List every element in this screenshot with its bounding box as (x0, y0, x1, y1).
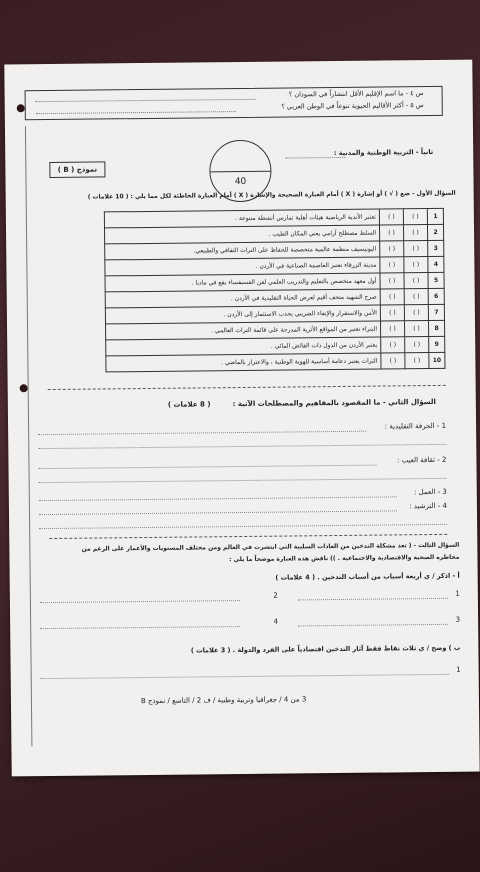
q1-statement: التراث يعتبر دعامة أساسية للهوية الوطنية ، والاعتزاز بالماضي . (106, 353, 381, 372)
top-questions-box (25, 86, 443, 120)
q1-row-number: 9 (429, 336, 445, 352)
q1-answer-box[interactable]: ( ) (404, 257, 428, 273)
q1-answer-box[interactable]: ( ) (381, 337, 405, 353)
q3-num-3: 3 (455, 615, 461, 624)
q3-num-1: 1 (455, 589, 460, 598)
q1-statement: صرح الشهيد متحف أقيم لعرض الحياة التقليدية في الأردن . (105, 289, 380, 308)
q3-num-2: 2 (273, 591, 278, 600)
q1-answer-box[interactable]: ( ) (405, 353, 429, 369)
q1-answer-box[interactable]: ( ) (379, 209, 403, 225)
q1-answer-box[interactable]: ( ) (405, 337, 429, 353)
q1-row-number: 8 (428, 320, 444, 336)
q2-term-3: 3 - العمل : (413, 487, 447, 497)
q1-answer-box[interactable]: ( ) (380, 305, 404, 321)
section-title: ثانياً - التربية الوطنية والمدنية : (333, 147, 434, 158)
q1-answer-box[interactable]: ( ) (380, 321, 404, 337)
q1-answer-box[interactable]: ( ) (404, 241, 428, 257)
q1-answer-box[interactable]: ( ) (381, 353, 405, 369)
q3-num-4: 4 (273, 617, 279, 626)
q2-term-2: 2 - ثقافة العيب : (396, 455, 447, 465)
question-5: س ٥ - أكثر الأقاليم الحيوية تنوعاً في الوطن العربي ؟ (281, 101, 424, 111)
q2-term-4: 4 - الترشيد : (409, 501, 447, 511)
q2-marks: ( 8 علامات ) (167, 400, 211, 409)
q1-row-number: 10 (429, 352, 445, 368)
page-footer: 3 من 4 / جغرافيا وتربية وطنية / ف 2 / التاسع / نموذج B (140, 695, 307, 706)
q1-answer-box[interactable]: ( ) (380, 257, 404, 273)
q1-row-number: 4 (428, 256, 444, 272)
q1-row-number: 2 (427, 224, 443, 240)
exam-paper (4, 60, 479, 777)
punch-hole (20, 384, 28, 392)
answer-line (36, 99, 256, 102)
q3-prompt-2: مخاطره الصحية والاقتصادية والاجتماعية . )) ناقش هذه العبارة موضحاً ما يلي : (229, 553, 460, 564)
q1-statement: تعتبر الأندية الرياضية هيئات أهلية تمارس أنشطة متنوعة . (104, 209, 379, 228)
q1-row-number: 5 (428, 272, 444, 288)
q2-term-1: 1 - الحرفة التقليدية : (384, 421, 447, 431)
q1-statement: يعتبر الأردن من الدول ذات الفائض المائي . (106, 337, 381, 356)
punch-hole (17, 104, 25, 112)
q1-row-number: 6 (428, 288, 444, 304)
q3-part-a: أ - اذكر / ي أربعة أسباب من أسباب التدخين . ( 4 علامات ) (275, 571, 460, 582)
q1-answer-box[interactable]: ( ) (404, 289, 428, 305)
q1-statement: أول معهد متخصص بالتعليم والتدريب العلمي لفن الفسيفساء يقع في مادبا . (105, 273, 380, 292)
model-label: نموذج ( B ) (49, 161, 105, 178)
q1-answer-box[interactable]: ( ) (380, 241, 404, 257)
q1-table (104, 208, 446, 373)
q1-row-number: 1 (427, 208, 443, 224)
q1-answer-box[interactable]: ( ) (403, 225, 427, 241)
q1-answer-box[interactable]: ( ) (380, 273, 404, 289)
q1-row (106, 352, 445, 372)
q1-statement: اليونيسيف منظمة عالمية متخصصة للحفاظ على التراث الثقافي والطبيعي. (105, 241, 380, 260)
answer-line (36, 111, 236, 114)
q1-row-number: 3 (428, 240, 444, 256)
question-4: س ٤ - ما اسم الإقليم الأقل انتشاراً في السودان ؟ (288, 89, 424, 99)
q1-answer-box[interactable]: ( ) (379, 225, 403, 241)
q1-prompt: السؤال الأول - ضع ( √ ) أو إشارة ( X ) أمام العبارة الصحيحة والإشارة ( X ) أمام العبارة الخاطئة لكل مما يلي : ( 10 علامات ) (87, 189, 456, 201)
q1-statement: مدينة الزرقاء تعتبر العاصمة الصناعية في الأردن . (105, 257, 380, 276)
q1-answer-box[interactable]: ( ) (404, 321, 428, 337)
q1-answer-box[interactable]: ( ) (404, 273, 428, 289)
q1-answer-box[interactable]: ( ) (403, 209, 427, 225)
q3-prompt: السؤال الثالث - ( تعد مشكلة التدخين من العادات السلبية التي انتشرت في العالم ومن مختلف المستويات والأعمار على الرغم من (81, 541, 460, 553)
q1-statement: السلط مصطلح آرامي يعني المكان الطيب . (105, 225, 380, 244)
q3-part-b: ب ) وضح / ي ثلاث نقاط فقط آثار التدخين اقتصادياً على الفرد والدولة . ( 3 علامات ) (190, 643, 461, 655)
q3-b-num-1: 1 (456, 665, 461, 674)
q1-answer-box[interactable]: ( ) (404, 305, 428, 321)
q1-statement: الأمن والاستقرار والإنفاء الضريبي يجذب الاستثمار إلى الأردن . (105, 305, 380, 324)
total-mark: 40 (234, 176, 247, 188)
q1-statement: البتراء تعتبر من المواقع الأثرية المدرجة على قائمة التراث العالمي . (106, 321, 381, 340)
q2-prompt: السؤال الثاني - ما المقصود بالمفاهيم والمصطلحات الآتية : (232, 397, 436, 409)
q1-row-number: 7 (428, 304, 444, 320)
q1-answer-box[interactable]: ( ) (380, 289, 404, 305)
